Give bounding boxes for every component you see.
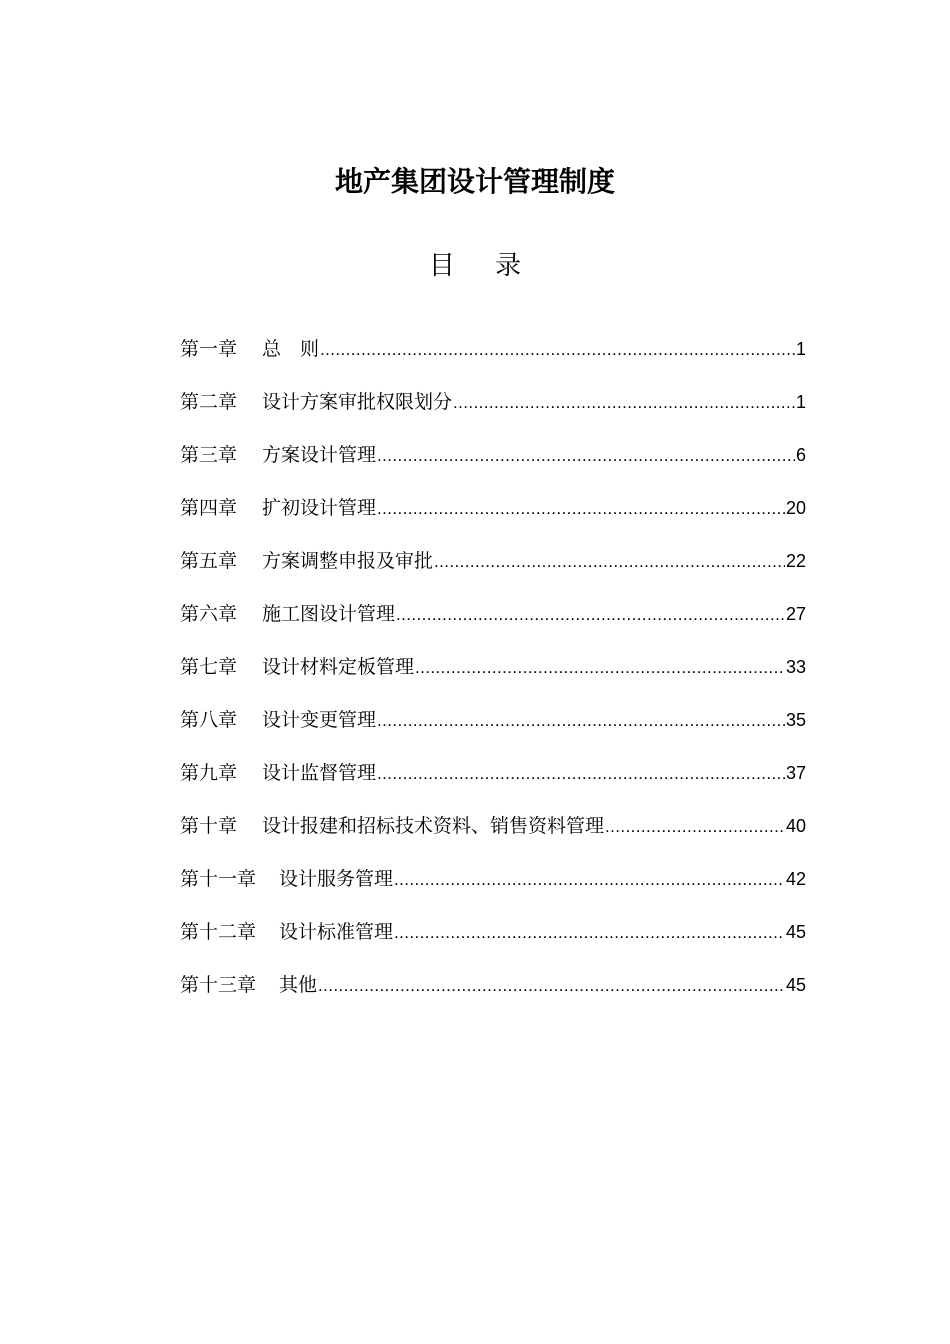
toc-chapter-title: 设计变更管理 bbox=[262, 709, 377, 731]
toc-chapter-number: 第十一章 bbox=[180, 868, 257, 890]
toc-chapter-title: 扩初设计管理 bbox=[262, 497, 377, 519]
toc-leader-dots bbox=[377, 482, 785, 535]
toc-leader-dots bbox=[394, 853, 785, 906]
toc-leader-dots bbox=[434, 535, 785, 588]
toc-chapter-title: 其他 bbox=[279, 974, 318, 996]
table-of-contents bbox=[180, 323, 806, 1012]
toc-chapter-number: 第二章 bbox=[180, 391, 238, 413]
toc-chapter-title: 设计方案审批权限划分 bbox=[262, 391, 453, 413]
toc-entry[interactable] bbox=[180, 376, 806, 429]
toc-page-number: 40 bbox=[785, 816, 806, 836]
toc-page-number: 45 bbox=[785, 975, 806, 995]
toc-chapter-number: 第四章 bbox=[180, 497, 238, 519]
toc-entry[interactable] bbox=[180, 641, 806, 694]
toc-leader-dots bbox=[394, 906, 785, 959]
toc-entry[interactable] bbox=[180, 588, 806, 641]
toc-leader-dots bbox=[396, 588, 785, 641]
toc-page-number: 20 bbox=[785, 498, 806, 518]
toc-chapter-title: 设计监督管理 bbox=[262, 762, 377, 784]
toc-page-number: 1 bbox=[795, 339, 806, 359]
toc-chapter-title: 设计标准管理 bbox=[279, 921, 394, 943]
toc-page-number: 37 bbox=[785, 763, 806, 783]
toc-chapter-title: 施工图设计管理 bbox=[262, 603, 396, 625]
toc-chapter-number: 第五章 bbox=[180, 550, 238, 572]
toc-entry[interactable] bbox=[180, 694, 806, 747]
toc-chapter-number: 第一章 bbox=[180, 338, 238, 360]
toc-page-number: 42 bbox=[785, 869, 806, 889]
toc-chapter-number: 第七章 bbox=[180, 656, 238, 678]
toc-leader-dots bbox=[377, 694, 785, 747]
toc-page-number: 33 bbox=[785, 657, 806, 677]
toc-chapter-title: 设计报建和招标技术资料、销售资料管理 bbox=[262, 815, 605, 837]
toc-page-number: 22 bbox=[785, 551, 806, 571]
toc-chapter-number: 第十章 bbox=[180, 815, 238, 837]
toc-leader-dots bbox=[320, 323, 795, 376]
toc-page-number: 35 bbox=[785, 710, 806, 730]
toc-entry[interactable] bbox=[180, 853, 806, 906]
toc-leader-dots bbox=[377, 429, 795, 482]
toc-chapter-title: 方案设计管理 bbox=[262, 444, 377, 466]
toc-chapter-number: 第六章 bbox=[180, 603, 238, 625]
toc-entry[interactable] bbox=[180, 800, 806, 853]
toc-page-number: 27 bbox=[785, 604, 806, 624]
toc-leader-dots bbox=[605, 800, 785, 853]
toc-page-number: 45 bbox=[785, 922, 806, 942]
toc-chapter-title: 设计服务管理 bbox=[279, 868, 394, 890]
toc-chapter-number: 第十二章 bbox=[180, 921, 257, 943]
toc-chapter-title: 设计材料定板管理 bbox=[262, 656, 415, 678]
document-title: 地产集团设计管理制度 bbox=[334, 165, 615, 198]
toc-entry[interactable] bbox=[180, 482, 806, 535]
toc-chapter-title: 总 则 bbox=[262, 338, 320, 360]
toc-entry[interactable] bbox=[180, 959, 806, 1012]
toc-chapter-number: 第八章 bbox=[180, 709, 238, 731]
toc-leader-dots bbox=[453, 376, 795, 429]
toc-leader-dots bbox=[377, 747, 785, 800]
toc-entry[interactable] bbox=[180, 747, 806, 800]
toc-leader-dots bbox=[415, 641, 785, 694]
toc-entry[interactable] bbox=[180, 323, 806, 376]
toc-page-number: 6 bbox=[795, 445, 806, 465]
toc-chapter-number: 第九章 bbox=[180, 762, 238, 784]
toc-chapter-number: 第十三章 bbox=[180, 974, 257, 996]
toc-page-number: 1 bbox=[795, 392, 806, 412]
toc-entry[interactable] bbox=[180, 535, 806, 588]
toc-heading: 目 录 bbox=[428, 251, 538, 281]
toc-entry[interactable] bbox=[180, 429, 806, 482]
toc-chapter-title: 方案调整申报及审批 bbox=[262, 550, 434, 572]
toc-chapter-number: 第三章 bbox=[180, 444, 238, 466]
toc-entry[interactable] bbox=[180, 906, 806, 959]
toc-leader-dots bbox=[318, 959, 785, 1012]
